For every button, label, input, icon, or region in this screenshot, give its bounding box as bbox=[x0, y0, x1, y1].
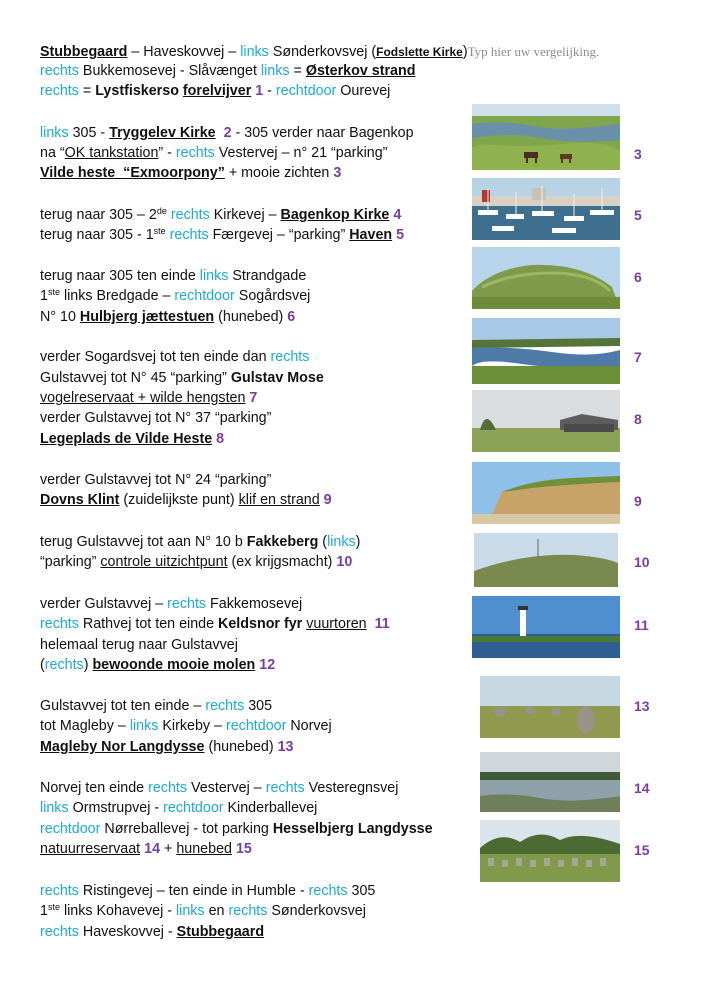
stop-number: 13 bbox=[273, 739, 294, 755]
route-line bbox=[40, 553, 352, 572]
place-name: Fakkeberg bbox=[246, 534, 319, 550]
superscript-text: de bbox=[156, 206, 167, 216]
route-text: ) bbox=[355, 534, 361, 550]
route-line bbox=[40, 923, 264, 942]
route-line bbox=[40, 471, 271, 490]
route-line bbox=[40, 595, 302, 614]
direction-word: rechts bbox=[170, 207, 210, 223]
route-text: na “ bbox=[40, 145, 65, 161]
route-text: = bbox=[78, 83, 96, 99]
route-text: 1 bbox=[40, 903, 48, 919]
route-text: 1 bbox=[40, 288, 48, 304]
place-name: Fodslette Kirke bbox=[376, 45, 463, 59]
route-line bbox=[40, 636, 238, 655]
stop-number: 2 bbox=[215, 125, 232, 141]
stop-number: 1 bbox=[251, 83, 264, 99]
route-line bbox=[40, 882, 375, 901]
route-text: Vestervej – n° 21 “parking” bbox=[214, 145, 388, 161]
route-text: Kirkeby – bbox=[158, 718, 226, 734]
photo-marsh-lake bbox=[472, 318, 620, 384]
route-line bbox=[40, 430, 224, 449]
route-text: = bbox=[289, 63, 306, 79]
photo-number-3: 3 bbox=[634, 146, 642, 162]
route-text: Ourevej bbox=[336, 83, 391, 99]
stop-number: 9 bbox=[319, 492, 332, 508]
stop-number: 14 bbox=[140, 841, 161, 857]
direction-word: rechtdoor bbox=[225, 718, 287, 734]
route-line bbox=[40, 820, 433, 839]
route-line bbox=[40, 308, 295, 327]
direction-word: rechts bbox=[44, 657, 84, 673]
route-line bbox=[40, 144, 387, 163]
direction-word: links bbox=[175, 903, 205, 919]
route-text: Sogårdsvej bbox=[234, 288, 311, 304]
place-name: Stubbegaard bbox=[176, 924, 265, 940]
direction-word: rechts bbox=[40, 616, 79, 632]
route-text: Gulstavvej tot ten einde – bbox=[40, 698, 206, 714]
route-text: Vestervej – bbox=[187, 780, 266, 796]
stop-number: 5 bbox=[392, 227, 405, 243]
direction-word: rechtdoor bbox=[275, 83, 337, 99]
route-line bbox=[40, 697, 272, 716]
route-text: ( bbox=[40, 657, 45, 673]
route-text: verder Gulstavvej tot N° 24 “parking” bbox=[40, 472, 272, 488]
route-text: verder Gulstavvej tot N° 37 “parking” bbox=[40, 410, 272, 426]
route-line bbox=[40, 717, 332, 736]
stop-number: 12 bbox=[255, 657, 276, 673]
direction-word: rechtdoor bbox=[40, 821, 101, 837]
photo-burial-mound bbox=[472, 247, 620, 309]
place-name: Magleby Nor Langdysse bbox=[40, 739, 205, 755]
route-text: natuurreservaat bbox=[40, 841, 141, 857]
route-text: (ex krijgsmacht) bbox=[227, 554, 333, 570]
route-text: vogelreservaat + wilde hengsten bbox=[40, 390, 246, 406]
route-line bbox=[40, 656, 275, 675]
photo-lighthouse bbox=[472, 596, 620, 658]
photo-shelter-hut bbox=[472, 390, 620, 452]
direction-word: rechts bbox=[169, 227, 209, 243]
direction-word: links bbox=[240, 44, 269, 60]
route-text: Bukkemosevej - Slåvænget bbox=[78, 63, 261, 79]
photo-hill-viewpoint bbox=[474, 533, 618, 587]
stop-number: 3 bbox=[329, 165, 342, 181]
route-text: en bbox=[204, 903, 229, 919]
route-line bbox=[40, 369, 324, 388]
place-name: bewoonde mooie molen bbox=[92, 657, 256, 673]
direction-word: rechts bbox=[40, 63, 79, 79]
photo-number-15: 15 bbox=[634, 842, 650, 858]
route-line bbox=[40, 348, 309, 367]
photo-number-14: 14 bbox=[634, 780, 650, 796]
route-text: 305 bbox=[244, 698, 273, 714]
route-text: terug naar 305 - 1 bbox=[40, 227, 154, 243]
superscript-text: ste bbox=[47, 902, 60, 912]
stop-number: 11 bbox=[366, 616, 390, 632]
route-text: terug naar 305 ten einde bbox=[40, 268, 200, 284]
route-text: Haveskovvej - bbox=[78, 924, 177, 940]
direction-word: links bbox=[199, 268, 229, 284]
direction-word: rechts bbox=[40, 83, 79, 99]
route-text: Kirkevej – bbox=[209, 207, 281, 223]
route-line bbox=[40, 124, 414, 143]
route-text: Vesteregnsvej bbox=[304, 780, 399, 796]
route-text: helemaal terug naar Gulstavvej bbox=[40, 637, 238, 653]
route-text: Gulstavvej tot N° 45 “parking” bbox=[40, 370, 231, 386]
place-name: Tryggelev Kirke bbox=[109, 125, 216, 141]
route-text: Sønderkovsvej bbox=[267, 903, 366, 919]
route-text: + mooie zichten bbox=[224, 165, 330, 181]
route-text: hunebed bbox=[176, 841, 232, 857]
direction-word: rechts bbox=[308, 883, 348, 899]
route-text: 305 bbox=[347, 883, 376, 899]
route-line bbox=[40, 62, 415, 81]
route-line bbox=[40, 840, 252, 859]
route-line bbox=[40, 491, 332, 510]
route-text: “parking” bbox=[40, 554, 101, 570]
route-text: links Kohavevej - bbox=[59, 903, 176, 919]
place-name: Østerkov strand bbox=[305, 63, 416, 79]
route-line bbox=[40, 267, 306, 286]
route-text: verder Sogardsvej tot ten einde dan bbox=[40, 349, 271, 365]
route-line bbox=[40, 799, 317, 818]
route-text: 305 - bbox=[68, 125, 110, 141]
direction-word: rechtdoor bbox=[163, 800, 224, 816]
direction-word: rechts bbox=[228, 903, 268, 919]
route-text: Norvej ten einde bbox=[40, 780, 149, 796]
stop-number: 10 bbox=[332, 554, 353, 570]
route-text: ( bbox=[318, 534, 328, 550]
place-name: Gulstav Mose bbox=[230, 370, 324, 386]
route-line bbox=[40, 409, 271, 428]
route-text: links Bredgade – bbox=[59, 288, 175, 304]
route-text: Ormstrupvej - bbox=[68, 800, 164, 816]
place-name: Haven bbox=[349, 227, 393, 243]
direction-word: rechts bbox=[148, 780, 188, 796]
direction-word: rechts bbox=[40, 924, 79, 940]
route-text: terug Gulstavvej tot aan N° 10 b bbox=[40, 534, 247, 550]
equation-placeholder: Typ hier uw vergelijking. bbox=[467, 44, 600, 59]
route-text: Rathvej tot ten einde bbox=[78, 616, 219, 632]
photo-estuary bbox=[480, 752, 620, 812]
place-name: Stubbegaard bbox=[40, 44, 128, 60]
route-text: (hunebed) bbox=[214, 309, 284, 325]
place-name: Dovns Klint bbox=[40, 492, 120, 508]
direction-word: rechts bbox=[175, 145, 215, 161]
photo-dolmen-stones bbox=[480, 820, 620, 882]
direction-word: links bbox=[129, 718, 159, 734]
route-text: Strandgade bbox=[228, 268, 307, 284]
photo-number-11: 11 bbox=[634, 617, 649, 633]
photo-number-13: 13 bbox=[634, 698, 650, 714]
route-text: terug naar 305 – 2 bbox=[40, 207, 157, 223]
photo-wetland-horses bbox=[472, 104, 620, 170]
route-line bbox=[40, 738, 294, 757]
place-name: Lystfiskerso bbox=[95, 83, 183, 99]
route-line bbox=[40, 902, 366, 921]
route-line bbox=[40, 287, 310, 306]
photo-number-8: 8 bbox=[634, 411, 642, 427]
place-name: Hesselbjerg Langdysse bbox=[272, 821, 433, 837]
route-line bbox=[40, 82, 390, 101]
stop-number: 4 bbox=[389, 207, 402, 223]
photo-number-9: 9 bbox=[634, 493, 642, 509]
direction-word: rechts bbox=[270, 349, 310, 365]
stop-number: 15 bbox=[231, 841, 252, 857]
route-line bbox=[40, 779, 398, 798]
route-text: Færgevej – “parking” bbox=[208, 227, 350, 243]
direction-word: links bbox=[40, 800, 69, 816]
route-text: Ristingevej – ten einde in Humble - bbox=[78, 883, 309, 899]
route-text: Nørreballevej - tot parking bbox=[100, 821, 273, 837]
route-line bbox=[40, 615, 390, 634]
direction-word: rechts bbox=[205, 698, 245, 714]
direction-word: links bbox=[40, 125, 69, 141]
photo-standing-stones bbox=[480, 676, 620, 738]
route-text: ) bbox=[83, 657, 93, 673]
photo-number-10: 10 bbox=[634, 554, 650, 570]
route-text: controle uitzichtpunt bbox=[100, 554, 228, 570]
route-text: - bbox=[263, 83, 276, 99]
photo-harbour-boats bbox=[472, 178, 620, 240]
route-line bbox=[40, 533, 360, 552]
place-name: Legeplads de Vilde Heste bbox=[40, 431, 213, 447]
route-text: OK tankstation bbox=[64, 145, 159, 161]
route-text: vuurtoren bbox=[306, 616, 367, 632]
route-text: klif en strand bbox=[238, 492, 320, 508]
route-text: (zuidelijkste punt) bbox=[119, 492, 239, 508]
direction-word: rechts bbox=[40, 883, 79, 899]
superscript-text: ste bbox=[153, 226, 166, 236]
route-line bbox=[40, 42, 599, 61]
route-text: - 305 verder naar Bagenkop bbox=[231, 125, 414, 141]
route-text: N° 10 bbox=[40, 309, 80, 325]
route-text: – Haveskovvej – bbox=[127, 44, 241, 60]
route-text: (hunebed) bbox=[204, 739, 274, 755]
route-text: ) bbox=[462, 44, 468, 60]
direction-word: links bbox=[260, 63, 290, 79]
route-text: verder Gulstavvej – bbox=[40, 596, 168, 612]
route-line bbox=[40, 206, 401, 225]
photo-number-6: 6 bbox=[634, 269, 642, 285]
direction-word: rechtdoor bbox=[174, 288, 235, 304]
place-name: Vilde heste “Exmoorpony” bbox=[40, 165, 225, 181]
route-text: ” - bbox=[158, 145, 176, 161]
stop-number: 7 bbox=[245, 390, 258, 406]
photo-number-5: 5 bbox=[634, 207, 642, 223]
route-line bbox=[40, 164, 341, 183]
place-name: Hulbjerg jættestuen bbox=[79, 309, 215, 325]
direction-word: rechts bbox=[167, 596, 207, 612]
route-text: + bbox=[160, 841, 177, 857]
route-text: Norvej bbox=[286, 718, 332, 734]
photo-number-7: 7 bbox=[634, 349, 642, 365]
direction-word: rechts bbox=[265, 780, 305, 796]
place-name: Bagenkop Kirke bbox=[280, 207, 390, 223]
photo-cliff-coast bbox=[472, 462, 620, 524]
route-line bbox=[40, 226, 404, 245]
place-name: Keldsnor fyr bbox=[218, 616, 303, 632]
route-line bbox=[40, 389, 257, 408]
route-text: Fakkemosevej bbox=[206, 596, 303, 612]
place-name: forelvijver bbox=[182, 83, 252, 99]
stop-number: 6 bbox=[283, 309, 296, 325]
stop-number: 8 bbox=[212, 431, 225, 447]
direction-word: links bbox=[327, 534, 356, 550]
route-text: Sønderkovsvej ( bbox=[268, 44, 377, 60]
superscript-text: ste bbox=[47, 287, 60, 297]
route-text: tot Magleby – bbox=[40, 718, 130, 734]
route-text: Kinderballevej bbox=[223, 800, 318, 816]
